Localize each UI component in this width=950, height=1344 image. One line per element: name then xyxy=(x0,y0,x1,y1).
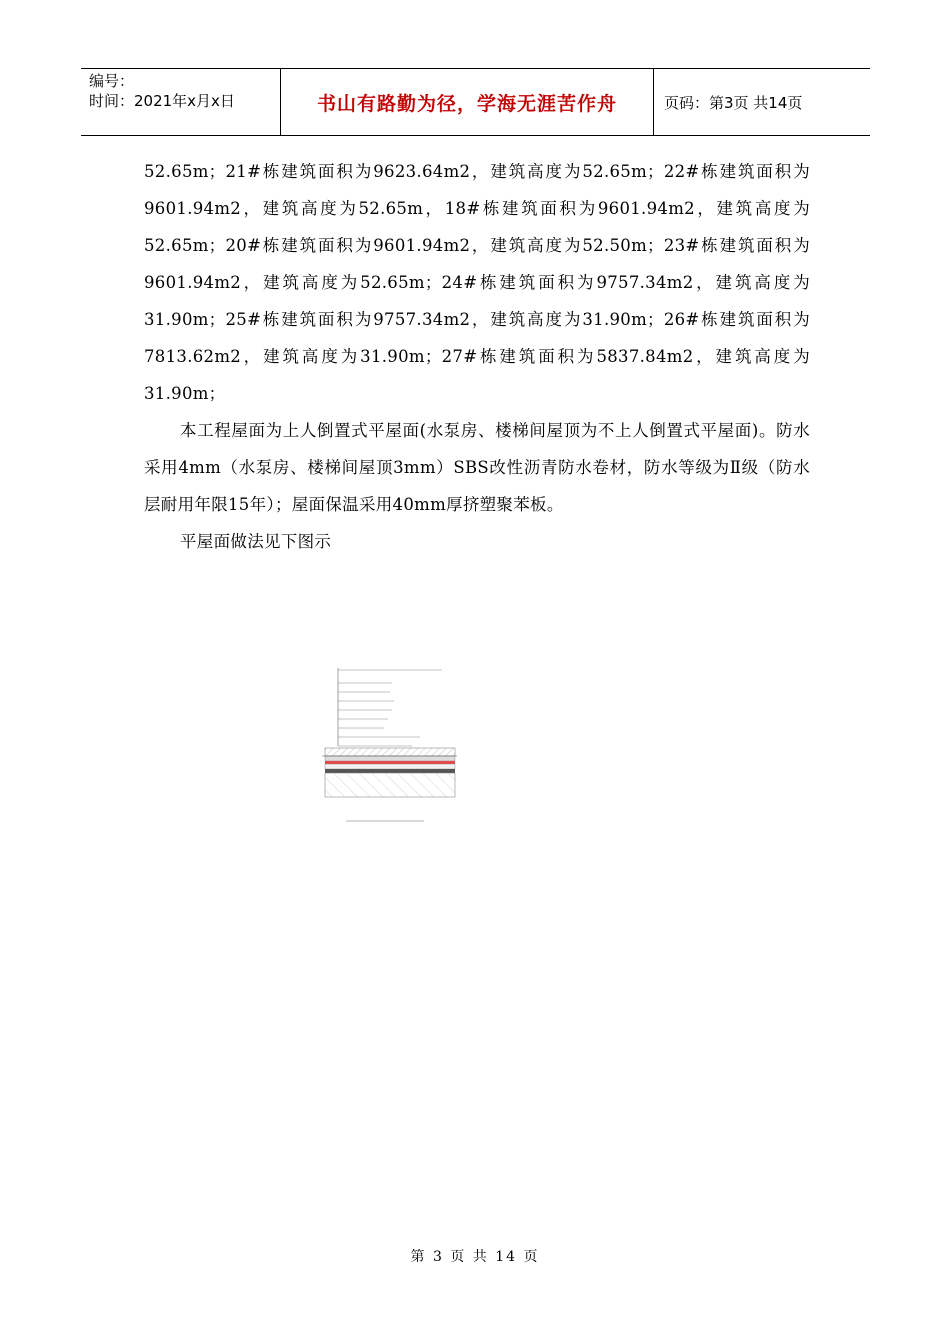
paragraph-figure-intro: 平屋面做法见下图示 xyxy=(180,532,332,551)
header-motto: 书山有路勤为径，学海无涯苦作舟 xyxy=(281,69,654,135)
header-page-info: 页码：第3页 共14页 xyxy=(664,93,803,112)
body-text xyxy=(144,153,810,560)
page-footer: 第 3 页 共 14 页 xyxy=(410,1249,540,1265)
roof-section-figure xyxy=(322,660,457,832)
paragraph-roof-description: 本工程屋面为上人倒置式平屋面(水泵房、楼梯间屋顶为不上人倒置式平屋面)。防水采用4mm（水泵房、楼梯间屋顶3mm）SBS改性沥青防水卷材，防水等级为Ⅱ级（防水层耐用年限15年）；屋面保温采用40mm厚挤塑聚苯板。 xyxy=(144,421,810,514)
roof-section-drawing xyxy=(322,660,457,832)
time-label: 时间：2021年x月x日 xyxy=(89,92,235,110)
number-label: 编号： xyxy=(89,72,135,90)
header-table xyxy=(81,68,870,136)
paragraph-building-areas: 52.65m；21#栋建筑面积为9623.64m2，建筑高度为52.65m；22#栋建筑面积为9601.94m2，建筑高度为52.65m，18#栋建筑面积为9601.94m2，建筑高度为52.65m；20#栋建筑面积为9601.94m2，建筑高度为52.50m；23#栋建筑面积为9601.94m2，建筑高度为52.65m；24#栋建筑面积为9757.34m2，建筑高度为31.90m；25#栋建筑面积为9757.34m2，建筑高度为31.90m；26#栋建筑面积为7813.62m2，建筑高度为31.90m；27#栋建筑面积为5837.84m2，建筑高度为31.90m； xyxy=(144,162,810,403)
header-meta-cell xyxy=(81,69,281,135)
